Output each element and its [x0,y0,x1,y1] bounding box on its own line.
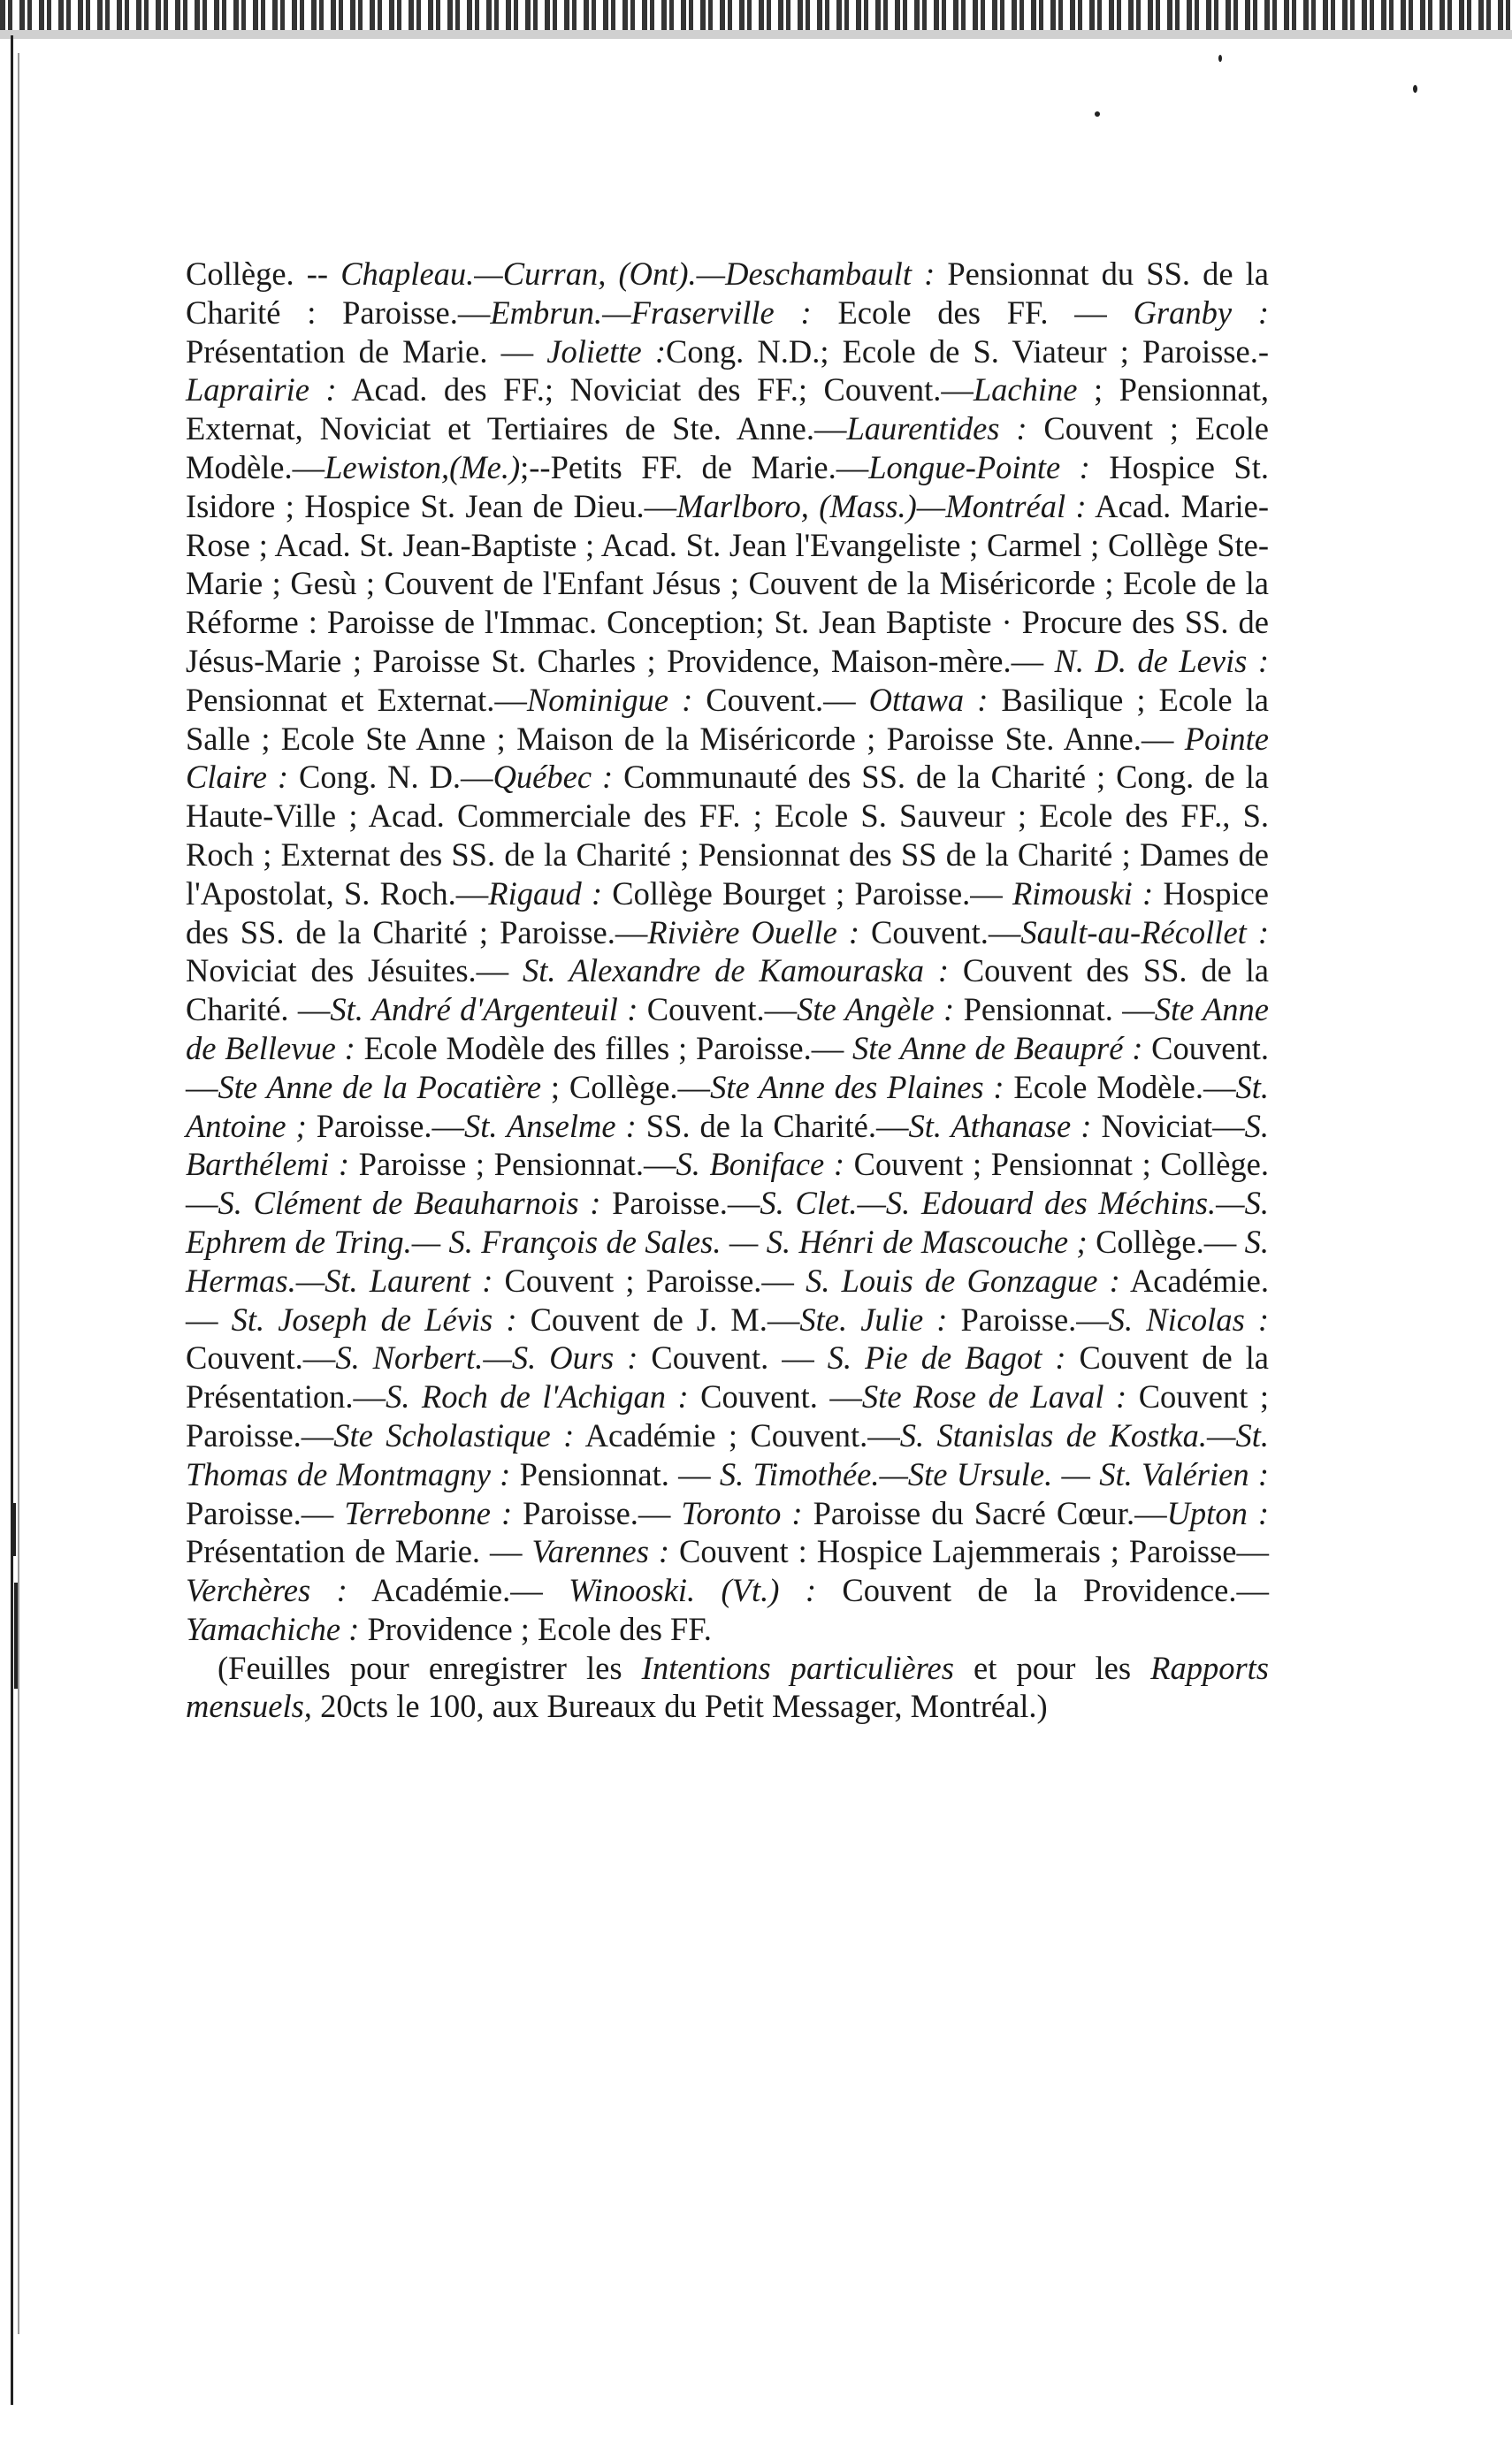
list-text: Ecole des FF. — [811,294,1134,331]
list-text: Ecole Modèle des filles ; Paroisse.— [355,1029,853,1066]
list-text: Couvent.— [692,681,869,718]
list-text: Couvent de la Présentation.— [186,1339,1269,1416]
list-place-name: S. Roch de l'Achigan : [386,1378,689,1416]
list-place-name: Rimouski : [1012,874,1154,912]
scan-edge-shadow [0,30,1512,39]
list-place-name: St. Alexandre de Kamouraska : [523,952,949,989]
list-text: Paroisse du Sacré Cœur.— [802,1494,1167,1531]
list-text: ; Collège.— [541,1068,711,1105]
list-place-name: St. Anselme : [464,1107,637,1144]
list-text: Couvent de la Providence.— [816,1572,1269,1609]
note-place-name: Rapports mensuels, [186,1649,1270,1725]
list-text: Académie ; Couvent.— [574,1416,900,1454]
list-place-name: Ste Scholastique : [333,1416,575,1454]
list-place-name: Ottawa : [868,681,989,718]
list-text: Pensionnat. — [510,1455,720,1492]
list-place-name: Toronto : [681,1494,803,1531]
list-text: Couvent : Hospice Lajemmerais ; Paroisse— [669,1533,1269,1570]
list-text: Paroisse.— [947,1301,1109,1338]
scan-speck [1218,55,1222,62]
list-text: Présentation de Marie. — [186,332,547,370]
list-place-name: Ste Angèle : [797,991,955,1028]
scan-speck [1095,111,1100,117]
list-text: Couvent ; Paroisse.— [186,1378,1270,1454]
list-text: Paroisse.— [306,1107,465,1144]
list-place-name: Québec : [493,759,614,796]
note-text: 20cts le 100, aux Bureaux du Petit Messager, Montréal.) [311,1688,1048,1725]
list-text: Acad. Marie-Rose ; Acad. St. Jean-Baptiste ; Acad. St. Jean l'Evangeliste ; Carmel ; Collège Ste-Marie ; Gesù ; Couvent de l'Enfant Jésus ; Couvent de la Miséricorde ; Ecole de la Réforme : Paroisse de l'Immac. Conception; St. Jean Baptiste · Procure des SS. de Jésus-Marie ; Paroisse St. Charles ; Providence, Maison-mère.— [186,487,1269,679]
list-text: Paroisse.— [186,1494,345,1531]
list-text: Couvent ; Paroisse.— [493,1262,806,1299]
list-place-name: Rivière Ouelle : [647,913,859,950]
list-text: Hospice St. Isidore ; Hospice St. Jean de Dieu.— [186,448,1269,524]
list-text: Pensionnat du SS. de la Charité : Paroisse.— [186,256,1270,331]
list-text: Couvent ; Pensionnat ; Collège.— [186,1146,1270,1222]
list-place-name: Lachine [973,371,1078,408]
list-text: Cong. N.D.; Ecole de S. Viateur ; Paroisse.- [665,332,1269,370]
list-text: Paroisse ; Pensionnat.— [348,1146,676,1183]
list-place-name: S. Barthélemi : [186,1107,1269,1183]
list-text: Pensionnat et Externat.— [186,681,527,718]
list-text: Noviciat— [1091,1107,1245,1144]
page-text [186,255,1269,1726]
list-place-name: S. Pie de Bagot : [827,1339,1066,1377]
list-text: Pensionnat. — [954,991,1155,1028]
list-text: Couvent.— [638,991,798,1028]
note-text: (Feuilles pour enregistrer les [218,1649,642,1686]
scan-edge-left [11,35,13,2405]
list-text: Communauté des SS. de la Charité ; Cong. de la Haute-Ville ; Acad. Commerciale des FF. ; Ecole S. Sauveur ; Ecole des FF., S. Roch ; Externat des SS. de la Charité ; Pensionnat des SS de la Charité ; Dames de l'Apostolat, S. Roch.— [186,759,1269,912]
list-place-name: Marlboro, (Mass.)—Montréal : [676,487,1087,524]
list-text: Couvent.— [186,1339,336,1377]
list-place-name: St. Joseph de Lévis : [231,1301,517,1338]
list-place-name: Chapleau.—Curran, (Ont).—Deschambault : [340,256,935,292]
list-text: Collège.— [1087,1223,1245,1260]
list-text: Providence ; Ecole des FF. [359,1610,712,1647]
margin-mark [14,1583,18,1689]
list-place-name: Ste Anne de Bellevue : [186,991,1269,1066]
list-place-name: Laprairie : [186,371,337,408]
list-place-name: S. Clément de Beauharnois : [218,1185,601,1222]
list-text: Collège. -- [186,256,341,292]
list-place-name: Terrebonne : [344,1494,513,1531]
list-text: Noviciat des Jésuites.— [186,952,523,989]
list-text: Hospice des SS. de la Charité ; Paroisse.— [186,874,1269,950]
list-place-name: Laurentides : [846,410,1027,447]
list-place-name: Pointe Claire : [186,720,1269,796]
list-place-name: Lewiston,(Me.) [325,448,521,485]
scan-edge-top [0,0,1512,30]
list-place-name: Sault-au-Récollet : [1020,913,1270,950]
list-place-name: St. Athanase : [908,1107,1092,1144]
scan-edge-left-inner [18,53,19,2334]
list-place-name: St. André d'Argenteuil : [330,991,638,1028]
list-text: Académie. — [186,1262,1270,1338]
list-place-name: S. Nicolas : [1108,1301,1270,1338]
list-text: Paroisse.— [600,1185,760,1222]
list-text: ;--Petits FF. de Marie.— [520,448,869,485]
list-place-name: Ste. Julie : [799,1301,948,1338]
list-place-name: Embrun.—Fraserville : [490,294,812,331]
list-place-name: Granby : [1133,294,1269,331]
list-place-name: S. Norbert.—S. Ours : [335,1339,638,1377]
list-text: Couvent des SS. de la Charité. — [186,952,1269,1028]
list-text: SS. de la Charité.— [636,1107,909,1144]
list-text: Couvent ; Ecole Modèle.— [186,410,1270,485]
list-text: Paroisse.— [512,1494,682,1531]
list-place-name: Joliette : [546,332,666,370]
list-place-name: Longue-Pointe : [868,448,1090,485]
list-text: Couvent.— [186,1029,1269,1105]
list-place-name: S. Boniface : [676,1146,845,1183]
paragraph-note [186,1649,1269,1727]
list-text: Couvent. — [688,1378,862,1416]
note-place-name: Intentions particulières [641,1649,954,1686]
list-place-name: Ste Anne de Beaupré : [852,1029,1143,1066]
list-place-name: Verchères : [186,1572,347,1609]
list-place-name: Ste Anne des Plaines : [710,1068,1004,1105]
list-place-name: Yamachiche : [186,1610,360,1647]
list-place-name: Winooski. (Vt.) : [569,1572,816,1609]
margin-mark [12,1503,16,1556]
list-place-name: Rigaud : [488,874,603,912]
list-place-name: Upton : [1166,1494,1270,1531]
list-place-name: N. D. de Levis : [1054,642,1269,679]
list-place-name: S. Louis de Gonzague : [806,1262,1120,1299]
list-place-name: S. Stanislas de Kostka.—St. Thomas de Montmagny : [186,1416,1269,1492]
list-text: Couvent.— [859,913,1021,950]
list-text: Académie.— [347,1572,569,1609]
list-place-name: Ste Anne de la Pocatière [218,1068,542,1105]
list-place-name: Nominigue : [526,681,693,718]
paragraph-locations [186,255,1269,1649]
scan-speck [1413,85,1417,93]
list-text: Présentation de Marie. — [186,1533,532,1570]
list-place-name: S. Clet.—S. Edouard des Méchins.—S. Ephrem de Tring.— S. François de Sales. — S. Hénri de Mascouche ; [186,1185,1270,1260]
list-place-name: S. Hermas.—St. Laurent : [186,1223,1269,1299]
list-place-name: Ste Rose de Laval : [861,1378,1127,1416]
list-text: ; Pensionnat, Externat, Noviciat et Tertiaires de Ste. Anne.— [186,371,1269,447]
list-place-name: St. Antoine ; [186,1068,1269,1144]
list-text: Ecole Modèle.— [1004,1068,1236,1105]
list-text: Basilique ; Ecole la Salle ; Ecole Ste Anne ; Maison de la Miséricorde ; Paroisse Ste. Anne.— [186,681,1269,757]
list-text: Collège Bourget ; Paroisse.— [602,874,1012,912]
list-place-name: Varennes : [531,1533,670,1570]
note-text: et pour les [953,1649,1151,1686]
list-place-name: S. Timothée.—Ste Ursule. — St. Valérien : [719,1455,1270,1492]
list-text: Couvent de J. M.— [516,1301,800,1338]
list-text: Couvent. — [638,1339,828,1377]
list-text: Cong. N. D.— [288,759,493,796]
list-text: Acad. des FF.; Noviciat des FF.; Couvent.— [336,371,974,408]
